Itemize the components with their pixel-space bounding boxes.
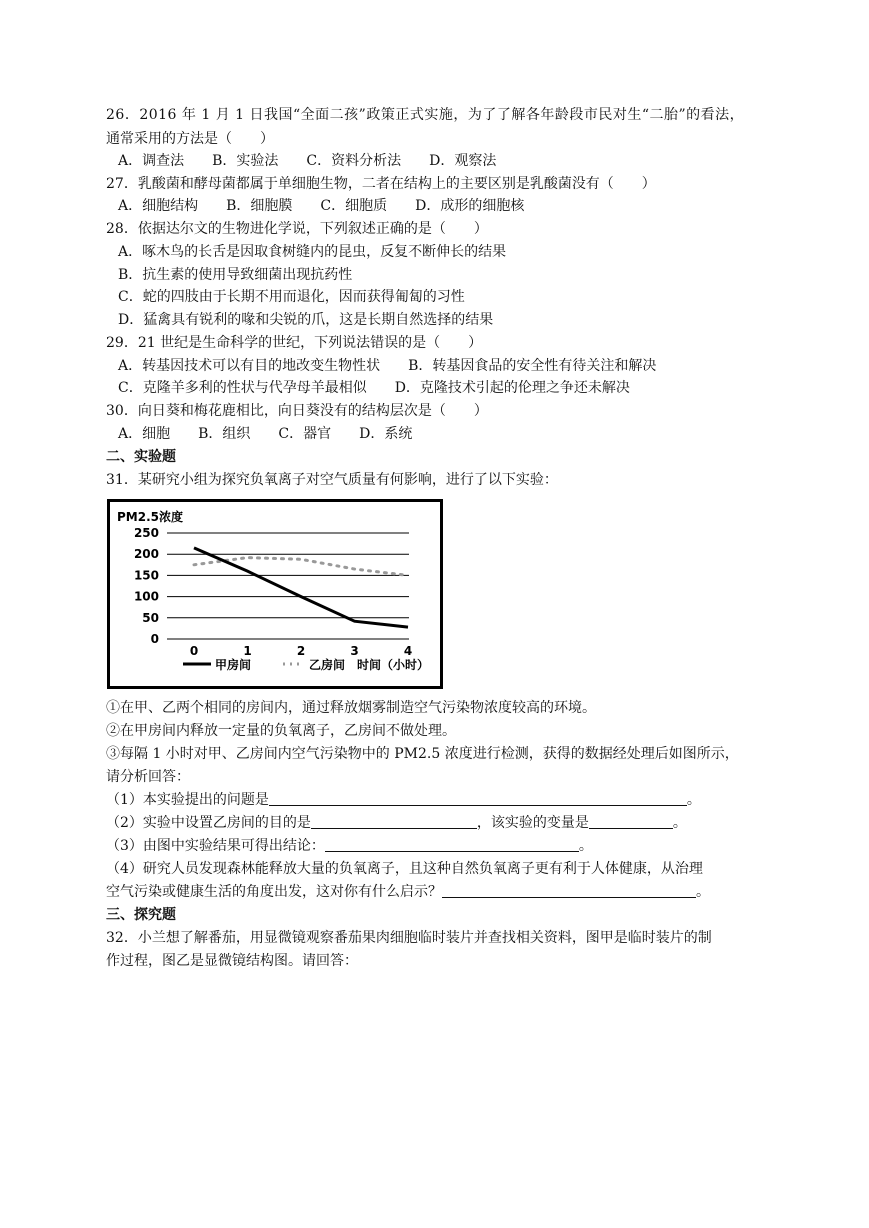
- q31-sub1: [106, 790, 701, 810]
- q31-sub4-line1: （4）研究人员发现森林能释放大量的负氧离子，且这种自然负氧离子更有利于人体健康，从治理: [106, 861, 703, 877]
- q31-sub4-period: 。: [696, 884, 710, 900]
- q31-sub2-period: 。: [672, 815, 687, 831]
- q31-step3-line1: ③每隔 1 小时对甲、乙房间内空气污染物中的 PM2.5 浓度进行检测，获得的数据经处理后如图所示，: [106, 746, 739, 762]
- q29-options-cd: C．克隆羊多利的性状与代孕母羊最相似 D．克隆技术引起的伦理之争还未解决: [118, 380, 630, 396]
- y-tick-label: 200: [133, 547, 159, 562]
- q28-option-c: C．蛇的四肢由于长期不用而退化，因而获得匍匐的习性: [118, 289, 465, 305]
- q31-sub3-period: 。: [578, 838, 593, 854]
- q30-line1: 30．向日葵和梅花鹿相比，向日葵没有的结构层次是（ ）: [106, 403, 488, 419]
- y-tick-label: 0: [150, 632, 159, 646]
- q32-line1: 32．小兰想了解番茄，用显微镜观察番茄果肉细胞临时装片并查找相关资料，图甲是临时装片的制: [106, 930, 712, 946]
- q31-sub4-text: 空气污染或健康生活的角度出发，这对你有什么启示？: [106, 884, 442, 900]
- q31-sub3: [106, 836, 593, 856]
- q31-step2: ②在甲房间内释放一定量的负氧离子，乙房间不做处理。: [106, 723, 456, 739]
- q31-sub1-text: （1）本实验提出的问题是: [106, 792, 269, 808]
- q31-sub2-text-b: ，该实验的变量是: [476, 815, 589, 831]
- q31-intro: 31．某研究小组为探究负氧离子对空气质量有何影响，进行了以下实验：: [106, 472, 558, 488]
- y-tick-label: 100: [133, 589, 159, 604]
- x-tick-label: 3: [350, 644, 359, 658]
- q27-options: A．细胞结构 B．细胞膜 C．细胞质 D．成形的细胞核: [118, 198, 525, 214]
- q28-option-b: B．抗生素的使用导致细菌出现抗药性: [118, 267, 353, 283]
- chart-title: PM2.5浓度: [117, 510, 183, 524]
- x-tick-label: 4: [403, 644, 413, 658]
- legend-label-yi: 乙房间: [309, 658, 346, 672]
- y-tick-label: 150: [133, 568, 159, 583]
- x-tick-label: 1: [243, 644, 252, 658]
- q28-option-d: D．猛禽具有锐利的喙和尖锐的爪，这是长期自然选择的结果: [118, 312, 494, 328]
- q31-sub3-text: （3）由图中实验结果可得出结论：: [106, 838, 325, 854]
- q27-line1: 27．乳酸菌和酵母菌都属于单细胞生物，二者在结构上的主要区别是乳酸菌没有（ ）: [106, 176, 656, 192]
- q31-sub2: [106, 813, 687, 833]
- q26-line2: 通常采用的方法是（ ）: [106, 131, 274, 147]
- q31-sub2-variable-blank[interactable]: [589, 814, 673, 829]
- x-tick-label: 0: [189, 644, 199, 658]
- x-axis-label: 时间（小时）: [357, 658, 430, 672]
- q31-sub3-answer-blank[interactable]: [325, 837, 579, 852]
- q32-line2: 作过程，图乙是显微镜结构图。请回答：: [106, 953, 358, 969]
- pm25-line-chart: [107, 499, 443, 689]
- q29-options-ab: A．转基因技术可以有目的地改变生物性状 B．转基因食品的安全性有待关注和解决: [118, 358, 657, 374]
- q31-sub1-answer-blank[interactable]: [269, 791, 687, 806]
- x-tick-label: 2: [296, 644, 306, 658]
- q26-options: A．调查法 B．实验法 C．资料分析法 D．观察法: [118, 153, 497, 169]
- q30-options: A．细胞 B．组织 C．器官 D．系统: [118, 426, 413, 442]
- section-2-heading: 二、实验题: [106, 449, 176, 465]
- section-3-heading: 三、探究题: [106, 907, 176, 923]
- q31-sub1-period: 。: [686, 792, 701, 808]
- q28-option-a: A．啄木鸟的长舌是因取食树缝内的昆虫，反复不断伸长的结果: [118, 244, 507, 260]
- q28-line1: 28．依据达尔文的生物进化学说，下列叙述正确的是（ ）: [106, 221, 488, 237]
- q31-sub4-answer-blank[interactable]: [442, 883, 696, 898]
- q31-step1: ①在甲、乙两个相同的房间内，通过释放烟雾制造空气污染物浓度较高的环境。: [106, 700, 596, 716]
- y-tick-label: 250: [133, 526, 159, 540]
- q29-line1: 29．21 世纪是生命科学的世纪，下列说法错误的是（ ）: [106, 335, 483, 351]
- q31-sub4-line2: [106, 882, 710, 902]
- q26-line1: 26．2016 年 1 月 1 日我国“全面二孩”政策正式实施，为了了解各年龄段市民对生“二胎”的看法，: [106, 107, 745, 123]
- q31-sub2-purpose-blank[interactable]: [311, 814, 477, 829]
- y-tick-label: 50: [142, 610, 159, 625]
- legend-label-jia: 甲房间: [215, 658, 252, 672]
- q31-step3-line2: 请分析回答：: [106, 769, 190, 785]
- q31-sub2-text-a: （2）实验中设置乙房间的目的是: [106, 815, 311, 831]
